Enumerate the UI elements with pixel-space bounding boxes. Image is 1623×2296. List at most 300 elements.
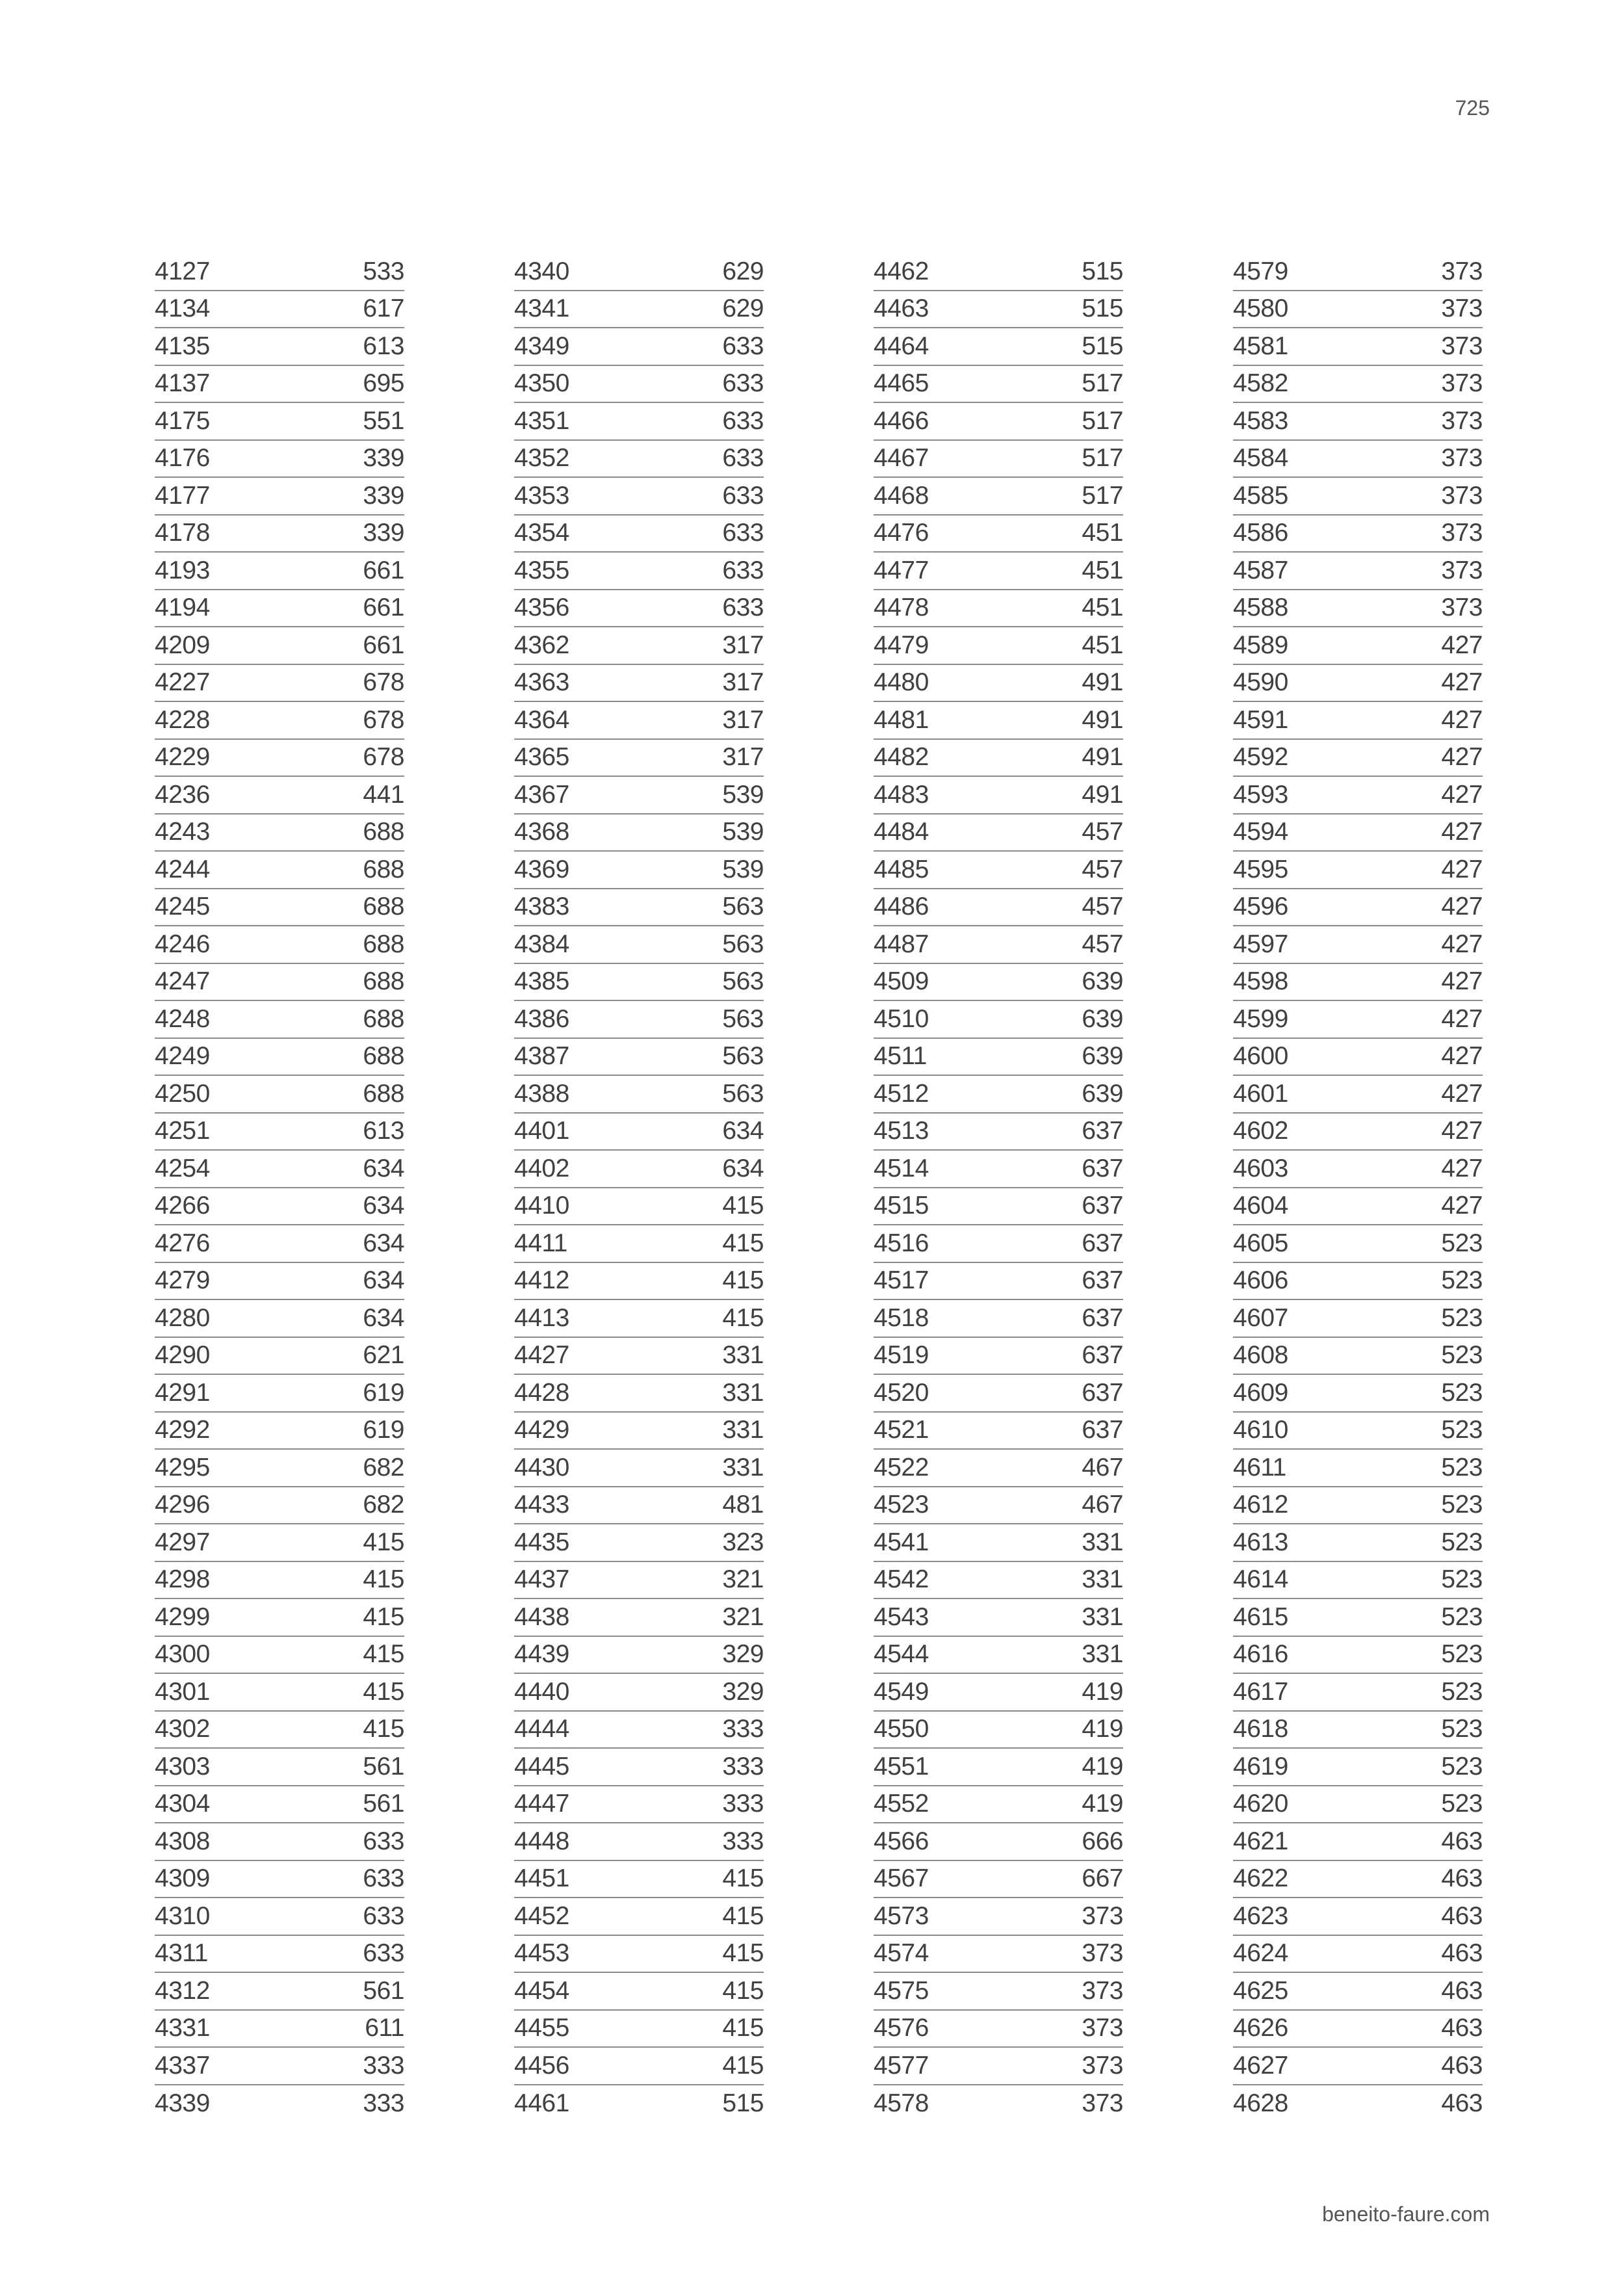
page-reference: 523 [1441,1752,1483,1781]
page-reference: 661 [363,594,404,622]
product-code: 4248 [155,1004,210,1033]
page-reference: 415 [722,1976,764,2005]
page-reference: 523 [1441,1491,1483,1519]
page-reference: 373 [1441,519,1483,547]
index-row [514,1524,764,1562]
product-code: 4589 [1233,631,1288,659]
index-row [874,1487,1123,1525]
index-row [1233,1263,1483,1301]
product-code: 4448 [514,1827,569,1855]
page-reference: 639 [1082,1004,1123,1033]
page-reference: 637 [1082,1117,1123,1145]
product-code: 4413 [514,1303,569,1332]
product-code: 4620 [1233,1790,1288,1818]
product-code: 4383 [514,893,569,921]
index-row [1233,740,1483,777]
page-reference: 415 [722,1939,764,1968]
page-reference: 619 [363,1378,404,1407]
product-code: 4586 [1233,519,1288,547]
index-row [1233,291,1483,329]
product-code: 4509 [874,967,929,996]
page-reference: 415 [363,1677,404,1706]
product-code: 4480 [874,668,929,697]
index-row [155,1076,404,1114]
page-reference: 613 [363,1117,404,1145]
index-row [1233,515,1483,553]
product-code: 4352 [514,444,569,473]
page-reference: 634 [363,1266,404,1295]
page-reference: 678 [363,705,404,734]
index-row [874,1973,1123,2011]
product-code: 4551 [874,1752,929,1781]
product-code: 4512 [874,1079,929,1108]
product-code: 4575 [874,1976,929,2005]
page-reference: 539 [722,780,764,809]
index-row [514,1300,764,1338]
product-code: 4615 [1233,1602,1288,1631]
page-reference: 561 [363,1790,404,1818]
product-code: 4412 [514,1266,569,1295]
page-reference: 415 [722,2051,764,2080]
product-code: 4279 [155,1266,210,1295]
index-row [1233,2085,1483,2123]
product-code: 4176 [155,444,210,473]
page-reference: 639 [1082,1042,1123,1071]
index-row [1233,2048,1483,2085]
product-code: 4521 [874,1416,929,1444]
product-code: 4193 [155,556,210,584]
page-reference: 427 [1441,743,1483,772]
product-code: 4579 [1233,257,1288,285]
index-row [155,1973,404,2011]
page-reference: 634 [363,1229,404,1257]
index-row [1233,590,1483,628]
index-row [1233,1599,1483,1637]
index-row [874,441,1123,478]
page-reference: 331 [722,1416,764,1444]
page-reference: 373 [1441,481,1483,510]
page-reference: 517 [1082,406,1123,435]
page-reference: 451 [1082,594,1123,622]
page-reference: 317 [722,743,764,772]
index-row [155,291,404,329]
page-reference: 419 [1082,1790,1123,1818]
product-code: 4573 [874,1901,929,1930]
product-code: 4544 [874,1640,929,1669]
product-code: 4385 [514,967,569,996]
index-row [874,2011,1123,2048]
page-reference: 678 [363,668,404,697]
page-reference: 415 [722,1303,764,1332]
product-code: 4276 [155,1229,210,1257]
page-reference: 523 [1441,1602,1483,1631]
page-reference: 331 [722,1453,764,1481]
page-reference: 463 [1441,1901,1483,1930]
index-row [514,815,764,852]
product-code: 4388 [514,1079,569,1108]
page-reference: 331 [722,1378,764,1407]
index-row [155,1225,404,1263]
index-row [514,2011,764,2048]
product-code: 4574 [874,1939,929,1968]
product-code: 4590 [1233,668,1288,697]
index-row [1233,1413,1483,1450]
product-code: 4295 [155,1453,210,1481]
index-row [874,1338,1123,1376]
product-code: 4229 [155,743,210,772]
page-reference: 467 [1082,1453,1123,1481]
page-reference: 563 [722,1042,764,1071]
index-row [514,1151,764,1188]
index-row [874,1188,1123,1226]
index-row [874,1861,1123,1899]
index-row [1233,1188,1483,1226]
page-reference: 515 [722,2089,764,2118]
index-row [1233,1001,1483,1039]
index-row [155,1599,404,1637]
product-code: 4466 [874,406,929,435]
page-reference: 523 [1441,1677,1483,1706]
page-reference: 317 [722,631,764,659]
page-reference: 533 [363,257,404,285]
index-row [155,366,404,404]
index-row [874,740,1123,777]
product-code: 4447 [514,1790,569,1818]
page-reference: 373 [1441,369,1483,398]
page-reference: 617 [363,294,404,323]
index-row [514,515,764,553]
index-row [1233,1338,1483,1376]
index-row [514,1712,764,1749]
product-code: 4387 [514,1042,569,1071]
index-row [874,926,1123,964]
index-row [155,1823,404,1861]
index-row [874,1936,1123,1974]
product-code: 4312 [155,1976,210,2005]
index-row [1233,702,1483,740]
page-reference: 373 [1082,2014,1123,2042]
page-reference: 457 [1082,893,1123,921]
product-code: 4367 [514,780,569,809]
product-code: 4362 [514,631,569,659]
page-reference: 373 [1082,2051,1123,2080]
product-code: 4591 [1233,705,1288,734]
product-code: 4350 [514,369,569,398]
page-reference: 321 [722,1602,764,1631]
product-code: 4137 [155,369,210,398]
product-code: 4606 [1233,1266,1288,1295]
page-reference: 637 [1082,1416,1123,1444]
product-code: 4610 [1233,1416,1288,1444]
product-code: 4386 [514,1004,569,1033]
index-row [155,1786,404,1824]
page-reference: 463 [1441,1939,1483,1968]
page-reference: 637 [1082,1192,1123,1220]
index-row [514,1637,764,1675]
product-code: 4456 [514,2051,569,2080]
index-row [874,1898,1123,1936]
product-code: 4487 [874,930,929,958]
page-reference: 415 [363,1602,404,1631]
product-code: 4477 [874,556,929,584]
product-code: 4605 [1233,1229,1288,1257]
product-code: 4625 [1233,1976,1288,2005]
index-row [514,441,764,478]
page-reference: 523 [1441,1640,1483,1669]
index-row [514,889,764,927]
product-code: 4463 [874,294,929,323]
index-row [155,2048,404,2085]
index-row [874,328,1123,366]
page-reference: 634 [363,1192,404,1220]
product-code: 4468 [874,481,929,510]
product-code: 4517 [874,1266,929,1295]
index-row [514,1338,764,1376]
product-code: 4592 [1233,743,1288,772]
page-reference: 373 [1441,556,1483,584]
page-reference: 373 [1082,2089,1123,2118]
product-code: 4292 [155,1416,210,1444]
product-code: 4177 [155,481,210,510]
index-row [514,1898,764,1936]
index-row [1233,1712,1483,1749]
index-row [514,328,764,366]
index-row [874,1300,1123,1338]
product-code: 4290 [155,1341,210,1370]
page-reference: 427 [1441,1004,1483,1033]
page-reference: 633 [363,1827,404,1855]
index-row [514,1973,764,2011]
page-reference: 563 [722,967,764,996]
product-code: 4588 [1233,594,1288,622]
page-reference: 523 [1441,1528,1483,1556]
product-code: 4349 [514,332,569,360]
page-reference: 373 [1441,444,1483,473]
page-reference: 427 [1441,967,1483,996]
index-row [514,478,764,515]
index-row [874,964,1123,1002]
page-reference: 415 [722,1864,764,1893]
product-code: 4401 [514,1117,569,1145]
index-row [514,1749,764,1786]
product-code: 4251 [155,1117,210,1145]
product-code: 4194 [155,594,210,622]
index-row [874,1375,1123,1413]
page-reference: 688 [363,1004,404,1033]
page-reference: 339 [363,481,404,510]
product-code: 4609 [1233,1378,1288,1407]
product-code: 4246 [155,930,210,958]
product-code: 4598 [1233,967,1288,996]
product-code: 4439 [514,1640,569,1669]
product-code: 4337 [155,2051,210,2080]
page-reference: 523 [1441,1453,1483,1481]
index-row [1233,403,1483,441]
page-reference: 515 [1082,257,1123,285]
index-row [514,2048,764,2085]
page-reference: 634 [722,1117,764,1145]
page-reference: 415 [722,1192,764,1220]
index-row [514,291,764,329]
index-row [1233,964,1483,1002]
product-code: 4584 [1233,444,1288,473]
page-reference: 317 [722,705,764,734]
product-code: 4340 [514,257,569,285]
product-code: 4236 [155,780,210,809]
page-reference: 491 [1082,668,1123,697]
index-row [874,1562,1123,1600]
page-reference: 415 [363,1565,404,1594]
index-row [874,515,1123,553]
product-code: 4628 [1233,2089,1288,2118]
index-row [514,1786,764,1824]
index-row [155,1749,404,1786]
page-reference: 633 [363,1901,404,1930]
page-reference: 463 [1441,2051,1483,2080]
product-code: 4611 [1233,1453,1286,1481]
index-row [874,2048,1123,2085]
index-column [514,254,764,2122]
page-reference: 523 [1441,1303,1483,1332]
index-row [514,1487,764,1525]
product-code: 4577 [874,2051,929,2080]
product-code: 4542 [874,1565,929,1594]
page-reference: 523 [1441,1229,1483,1257]
product-code: 4433 [514,1491,569,1519]
page-reference: 329 [722,1677,764,1706]
index-row [1233,1674,1483,1712]
index-row [874,1039,1123,1076]
product-code: 4479 [874,631,929,659]
product-code: 4486 [874,893,929,921]
product-code: 4523 [874,1491,929,1519]
product-code: 4300 [155,1640,210,1669]
product-code: 4369 [514,855,569,883]
index-row [874,1225,1123,1263]
page-reference: 457 [1082,818,1123,846]
index-row [155,740,404,777]
product-code: 4266 [155,1192,210,1220]
index-row [874,1263,1123,1301]
product-code: 4353 [514,481,569,510]
page-reference: 688 [363,1079,404,1108]
product-code: 4247 [155,967,210,996]
index-column [155,254,404,2122]
product-code: 4520 [874,1378,929,1407]
product-code: 4617 [1233,1677,1288,1706]
page-reference: 427 [1441,1042,1483,1071]
page-reference: 551 [363,406,404,435]
index-row [514,1674,764,1712]
page-reference: 427 [1441,818,1483,846]
page-reference: 688 [363,930,404,958]
product-code: 4582 [1233,369,1288,398]
product-code: 4585 [1233,481,1288,510]
page-reference: 491 [1082,780,1123,809]
index-row [155,627,404,665]
product-code: 4593 [1233,780,1288,809]
product-code: 4549 [874,1677,929,1706]
page-reference: 427 [1441,1192,1483,1220]
index-row [1233,1936,1483,1974]
index-row [514,926,764,964]
page-reference: 427 [1441,1117,1483,1145]
index-column [1233,254,1483,2122]
index-row [1233,366,1483,404]
index-row [874,1076,1123,1114]
index-row [1233,627,1483,665]
page-reference: 634 [722,1154,764,1182]
page-reference: 515 [1082,294,1123,323]
index-row [874,852,1123,889]
page-reference: 333 [722,1752,764,1781]
index-row [514,1599,764,1637]
product-code: 4365 [514,743,569,772]
index-row [514,777,764,815]
page-reference: 331 [1082,1602,1123,1631]
page-reference: 561 [363,1976,404,2005]
index-row [874,553,1123,590]
index-row [155,665,404,703]
page-reference: 619 [363,1416,404,1444]
page-reference: 639 [1082,1079,1123,1108]
page-reference: 523 [1441,1565,1483,1594]
page-reference: 517 [1082,444,1123,473]
product-code: 4599 [1233,1004,1288,1033]
page-reference: 427 [1441,893,1483,921]
page-reference: 561 [363,1752,404,1781]
page-reference: 539 [722,855,764,883]
product-code: 4623 [1233,1901,1288,1930]
product-code: 4455 [514,2014,569,2042]
page-reference: 688 [363,1042,404,1071]
product-code: 4454 [514,1976,569,2005]
index-row [1233,777,1483,815]
index-row [155,1151,404,1188]
page-reference: 517 [1082,481,1123,510]
index-row [874,665,1123,703]
product-code: 4510 [874,1004,929,1033]
page-reference: 633 [722,594,764,622]
page-reference: 441 [363,780,404,809]
page-reference: 373 [1082,1976,1123,2005]
page-reference: 523 [1441,1378,1483,1407]
product-code: 4552 [874,1790,929,1818]
index-row [155,1338,404,1376]
index-row [155,926,404,964]
index-row [1233,889,1483,927]
product-code: 4476 [874,519,929,547]
page-reference: 373 [1441,294,1483,323]
product-code: 4614 [1233,1565,1288,1594]
index-row [874,2085,1123,2123]
page-reference: 331 [722,1341,764,1370]
page-reference: 633 [722,556,764,584]
product-code: 4296 [155,1491,210,1519]
product-code: 4341 [514,294,569,323]
page-reference: 373 [1082,1901,1123,1930]
page-reference: 333 [722,1827,764,1855]
index-row [155,478,404,515]
page-reference: 463 [1441,2089,1483,2118]
product-code: 4339 [155,2089,210,2118]
index-row [155,441,404,478]
page-reference: 321 [722,1565,764,1594]
page-reference: 688 [363,967,404,996]
page-reference: 563 [722,930,764,958]
page-reference: 373 [1441,257,1483,285]
page-reference: 613 [363,332,404,360]
